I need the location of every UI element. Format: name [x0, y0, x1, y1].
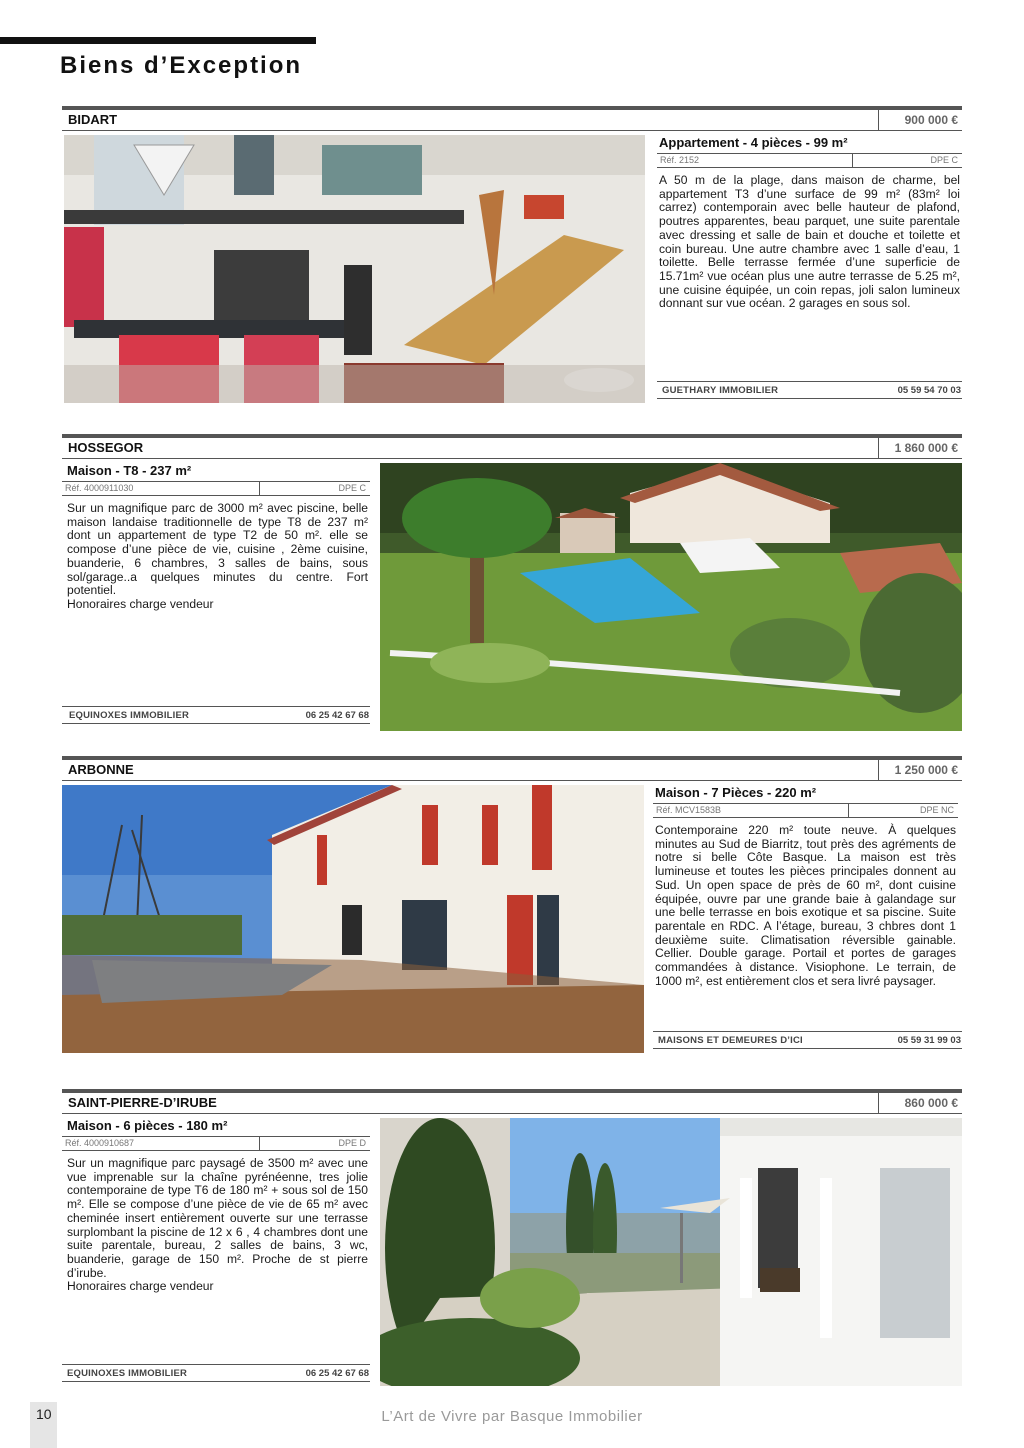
page-number: 10 — [36, 1406, 52, 1422]
page-title: Biens d’Exception — [60, 52, 303, 79]
listing-saint-pierre-d-irube — [62, 1089, 962, 1389]
listing-city: BIDART — [68, 112, 118, 127]
agency-phone: 05 59 31 99 03 — [897, 1035, 961, 1046]
ref-row — [653, 803, 958, 818]
listing-hossegor — [62, 434, 962, 734]
fee-note: Honoraires charge vendeur — [67, 1279, 214, 1294]
listing-photo-terrace-view — [380, 1118, 962, 1386]
property-type: Maison - 7 Pièces - 220 m² — [655, 785, 817, 800]
listing-info — [657, 135, 962, 311]
property-description: Sur un magnifique parc paysagé de 3500 m² avec une vue imprenable sur la chaîne pyrénéenne, tres jolie contemporaine de type T6 de 180 m² + sous sol de 150 m². Elle se compose d’une pièce de vie de 65 m² avec cheminée insert entièrement ouverte sur une terrasse surplombant la piscine de 12 x 6 , 4 chambres dont une suite parentale, bureau, 2 salles de bains, 3 wc, buanderie, garage de 150 m². Proche de st pierre d’irube. — [67, 1156, 368, 1280]
listing-bidart — [62, 106, 962, 406]
agency-phone: 06 25 42 67 68 — [305, 1368, 369, 1379]
agency-row — [62, 706, 370, 724]
reference: Réf. MCV1583B — [656, 805, 722, 815]
listing-arbonne — [62, 756, 962, 1056]
agency-name: MAISONS ET DEMEURES D’ICI — [658, 1035, 803, 1046]
listing-photo-garden-pool — [380, 463, 962, 731]
listing-price: 1 860 000 € — [878, 438, 962, 458]
agency-row — [657, 381, 962, 399]
agency-phone: 05 59 54 70 03 — [897, 385, 961, 396]
agency-name: GUETHARY IMMOBILIER — [662, 385, 779, 396]
ref-row — [62, 1136, 370, 1151]
reference: Réf. 4000910687 — [65, 1138, 135, 1148]
listing-info — [62, 463, 370, 612]
dpe-rating: DPE C — [930, 155, 958, 165]
agency-row — [62, 1364, 370, 1382]
listing-info — [653, 785, 958, 988]
property-type: Appartement - 4 pièces - 99 m² — [659, 135, 848, 150]
fee-note: Honoraires charge vendeur — [67, 596, 214, 611]
listing-city: HOSSEGOR — [68, 440, 144, 455]
dpe-rating: DPE D — [338, 1138, 366, 1148]
ref-row — [657, 153, 962, 168]
agency-row — [653, 1031, 962, 1049]
agency-name: EQUINOXES IMMOBILIER — [67, 1368, 188, 1379]
listing-city: ARBONNE — [68, 762, 134, 777]
agency-phone: 06 25 42 67 68 — [305, 710, 369, 721]
agency-name: EQUINOXES IMMOBILIER — [69, 710, 190, 721]
listing-photo-house-pool — [62, 785, 644, 1053]
dpe-rating: DPE NC — [919, 805, 954, 815]
footer-tagline: L’Art de Vivre par Basque Immobilier — [381, 1408, 643, 1425]
property-description: Sur un magnifique parc de 3000 m² avec piscine, belle maison landaise traditionnelle de type T8 de 237 m² dont un appartement de type T2 de 50 m². elle se compose d’une pièce de vie, cuisine , 2ème cuisine, buanderie, 6 chambres, 3 salles de bains, sous sol/garage..a quelques minutes du centre. Fort potentiel. — [67, 501, 368, 598]
property-description: A 50 m de la plage, dans maison de charme, bel appartement T3 d’une surface de 99 m² (83m² loi carrez) contemporain avec belle hauteur de plafond, poutres apparentes, beau parquet, une suite parentale avec dressing et salle de bain et douche et toilette et coin bureau. Une autre chambre avec 1 salle d’eau, 1 toilette. Belle terrasse fermée d’une superficie de 15.71m² vue océan plus une autre terrasse de 5.25 m², une cuisine équipée, un coin repas, joli salon lumineux donnant sur vue océan. 2 garages en sous sol. — [659, 173, 960, 311]
listing-price: 900 000 € — [878, 110, 962, 130]
ref-row — [62, 481, 370, 496]
listing-photo-interior — [64, 135, 645, 403]
property-type: Maison - 6 pièces - 180 m² — [67, 1118, 228, 1133]
listing-price: 860 000 € — [878, 1093, 962, 1113]
dpe-rating: DPE C — [338, 483, 366, 493]
listing-city: SAINT-PIERRE-D’IRUBE — [68, 1095, 217, 1110]
listing-info — [62, 1118, 370, 1294]
header-accent-bar — [0, 37, 316, 44]
reference: Réf. 4000911030 — [65, 483, 134, 493]
property-type: Maison - T8 - 237 m² — [67, 463, 192, 478]
reference: Réf. 2152 — [660, 155, 700, 165]
property-description: Contemporaine 220 m² toute neuve. À quelques minutes au Sud de Biarritz, tout près des agréments de notre si belle Côte Basque. La maison est très lumineuse et toutes les pièces principales donnent au Sud. Un open space de près de 60 m², dont cuisine équipée, ouvre par une grande baie à galandage sur une belle terrasse en bois exotique et sa piscine. Suite parentale en RDC. A l’étage, bureau, 3 chbres dont 1 deuxième suite. Climatisation réversible gainable. Cellier. Double garage. Portail et portes de garages commandées à distance. Visiophone. Le terrain, de 1000 m², est entièrement clos et sera livré paysager. — [655, 823, 956, 988]
listing-price: 1 250 000 € — [878, 760, 962, 780]
